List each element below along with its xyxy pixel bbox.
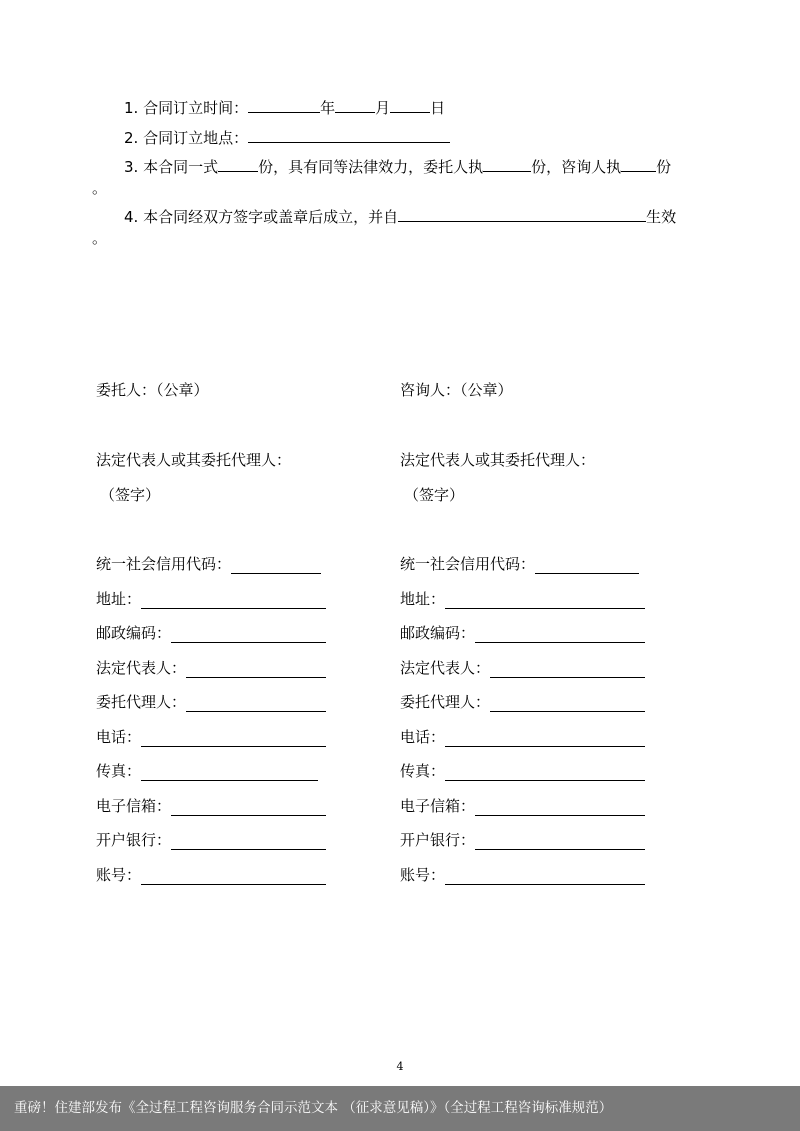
copies-consultant-blank[interactable] <box>621 156 656 172</box>
client-agent-field[interactable] <box>186 695 326 712</box>
client-credit-code-row <box>96 554 321 574</box>
consultant-credit-code-row <box>400 554 639 574</box>
consultant-address-row <box>400 589 645 609</box>
clause-4-part-a: 4. 本合同经双方签字或盖章后成立，并自 <box>124 208 399 226</box>
year-label: 年 <box>320 99 336 117</box>
consultant-account-label: 账号： <box>400 866 446 884</box>
client-postcode-label: 邮政编码： <box>96 624 172 642</box>
client-email-label: 电子信箱： <box>96 797 172 815</box>
consultant-address-field[interactable] <box>445 592 645 609</box>
client-account-label: 账号： <box>96 866 142 884</box>
client-bank-field[interactable] <box>171 833 326 850</box>
clause-1-label: 1. 合同订立时间： <box>124 99 249 117</box>
consultant-agent-field[interactable] <box>490 695 645 712</box>
consultant-address-label: 地址： <box>400 590 446 608</box>
consultant-email-field[interactable] <box>475 799 645 816</box>
clause-4 <box>124 206 676 227</box>
client-bank-row <box>96 830 326 850</box>
consultant-legal-rep-row <box>400 658 645 678</box>
day-label: 日 <box>430 99 446 117</box>
clause-3 <box>124 156 671 177</box>
client-credit-code-label: 统一社会信用代码： <box>96 555 232 573</box>
client-postcode-field[interactable] <box>171 626 326 643</box>
effective-condition-blank[interactable] <box>398 206 646 222</box>
clause-2 <box>124 127 450 148</box>
consultant-postcode-field[interactable] <box>475 626 645 643</box>
client-address-field[interactable] <box>141 592 326 609</box>
client-phone-field[interactable] <box>141 730 326 747</box>
place-blank[interactable] <box>248 127 450 143</box>
client-phone-row <box>96 727 326 747</box>
month-blank[interactable] <box>335 97 375 113</box>
page-number: 4 <box>396 1060 404 1073</box>
clause-4-part-b: 生效 <box>646 208 677 226</box>
client-phone-label: 电话： <box>96 728 142 746</box>
consultant-bank-row <box>400 830 645 850</box>
consultant-fax-field[interactable] <box>445 764 645 781</box>
clause-3-part-a: 3. 本合同一式 <box>124 158 219 176</box>
copies-client-blank[interactable] <box>483 156 531 172</box>
client-account-row <box>96 865 326 885</box>
consultant-phone-field[interactable] <box>445 730 645 747</box>
client-email-row <box>96 796 326 816</box>
consultant-credit-code-label: 统一社会信用代码： <box>400 555 536 573</box>
footer-banner: 重磅！住建部发布《全过程工程咨询服务合同示范文本 （征求意见稿）》（全过程工程咨询标准规范） <box>0 1086 800 1131</box>
clause-1 <box>124 97 445 118</box>
month-label: 月 <box>375 99 391 117</box>
client-address-row <box>96 589 326 609</box>
consultant-account-row <box>400 865 645 885</box>
consultant-account-field[interactable] <box>445 868 645 885</box>
consultant-sign-label: （签字） <box>404 486 465 504</box>
consultant-legal-rep-field[interactable] <box>490 661 645 678</box>
client-credit-code-field[interactable] <box>231 557 321 574</box>
consultant-bank-field[interactable] <box>475 833 645 850</box>
copies-total-blank[interactable] <box>218 156 258 172</box>
client-bank-label: 开户银行： <box>96 831 172 849</box>
consultant-email-row <box>400 796 645 816</box>
consultant-phone-row <box>400 727 645 747</box>
client-legal-rep-label: 法定代表人： <box>96 659 187 677</box>
consultant-postcode-label: 邮政编码： <box>400 624 476 642</box>
client-title: 委托人：（公章） <box>96 381 209 399</box>
client-fax-field[interactable] <box>141 764 318 781</box>
consultant-agent-label: 委托代理人： <box>400 693 491 711</box>
consultant-title: 咨询人：（公章） <box>400 381 513 399</box>
client-fax-label: 传真： <box>96 762 142 780</box>
consultant-fax-row <box>400 761 645 781</box>
client-postcode-row <box>96 623 326 643</box>
consultant-legal-rep-label: 法定代表人： <box>400 659 491 677</box>
client-agent-label: 委托代理人： <box>96 693 187 711</box>
client-email-field[interactable] <box>171 799 326 816</box>
clause-2-label: 2. 合同订立地点： <box>124 129 249 147</box>
clause-3-part-d: 份 <box>656 158 672 176</box>
client-account-field[interactable] <box>141 868 326 885</box>
client-fax-row <box>96 761 318 781</box>
consultant-bank-label: 开户银行： <box>400 831 476 849</box>
year-blank[interactable] <box>248 97 320 113</box>
consultant-rep-label: 法定代表人或其委托代理人： <box>400 451 596 469</box>
client-agent-row <box>96 692 326 712</box>
client-rep-label: 法定代表人或其委托代理人： <box>96 451 292 469</box>
consultant-phone-label: 电话： <box>400 728 446 746</box>
day-blank[interactable] <box>390 97 430 113</box>
clause-3-part-c: 份，咨询人执 <box>531 158 622 176</box>
client-sign-label: （签字） <box>100 486 161 504</box>
clause-4-end: 。 <box>92 229 108 247</box>
client-address-label: 地址： <box>96 590 142 608</box>
consultant-postcode-row <box>400 623 645 643</box>
client-legal-rep-field[interactable] <box>186 661 326 678</box>
client-legal-rep-row <box>96 658 326 678</box>
consultant-email-label: 电子信箱： <box>400 797 476 815</box>
consultant-credit-code-field[interactable] <box>535 557 639 574</box>
clause-3-end: 。 <box>92 179 108 197</box>
consultant-fax-label: 传真： <box>400 762 446 780</box>
consultant-agent-row <box>400 692 645 712</box>
clause-3-part-b: 份，具有同等法律效力，委托人执 <box>258 158 484 176</box>
